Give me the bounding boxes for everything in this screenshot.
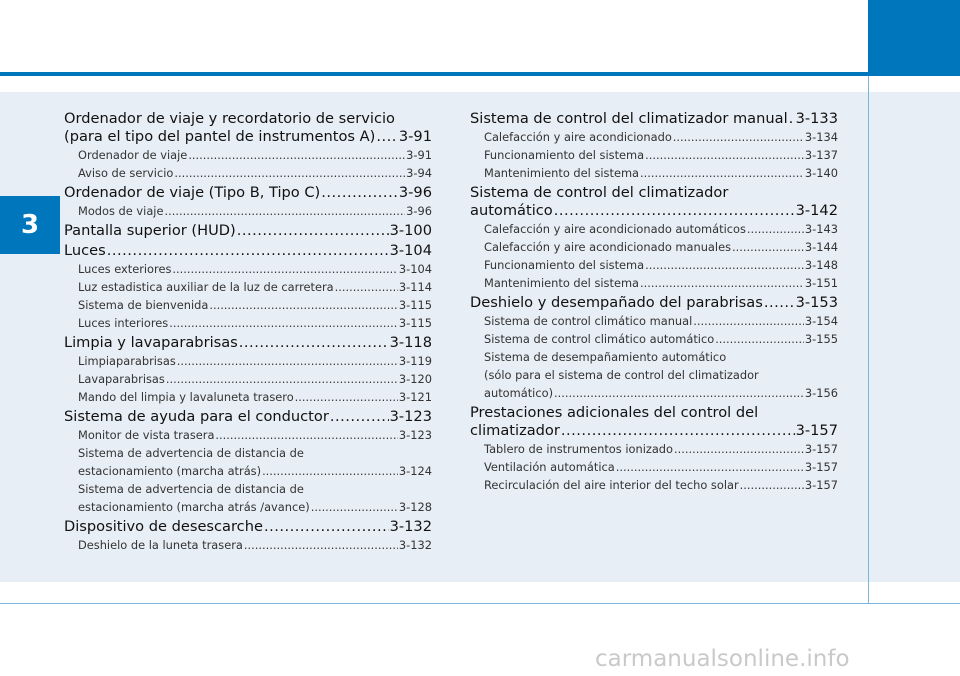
page-number: 3-124 xyxy=(398,464,432,478)
bottom-rule xyxy=(0,603,960,604)
entry-title: Luz estadistica auxiliar de la luz de carretera xyxy=(78,280,334,294)
page-number: 3-134 xyxy=(804,130,838,144)
entry-title: (para el tipo del pantel de instrumentos A) xyxy=(64,128,376,145)
entry-title: Sistema de bienvenida xyxy=(78,298,209,312)
leader-dots xyxy=(673,128,804,146)
entry-title: Sistema de control climático automático xyxy=(484,332,715,346)
entry-title: Aviso de servicio xyxy=(78,166,174,180)
page-number: 3-91 xyxy=(398,128,432,145)
leader-dots xyxy=(237,222,389,240)
toc-subentry-line[interactable]: Sistema de advertencia de distancia de xyxy=(78,446,304,460)
leader-dots xyxy=(554,202,795,220)
page-number: 3-148 xyxy=(804,258,838,272)
top-rule xyxy=(0,72,868,76)
page-number: 3-118 xyxy=(389,334,432,351)
toc-heading[interactable] xyxy=(64,408,432,426)
entry-title: Tablero de instrumentos ionizado xyxy=(484,442,674,456)
page-number: 3-100 xyxy=(389,222,432,239)
entry-title: Pantalla superior (HUD) xyxy=(64,222,236,239)
leader-dots xyxy=(789,110,795,128)
toc-subentry[interactable] xyxy=(470,220,838,238)
toc-subentry[interactable] xyxy=(64,536,432,554)
toc-subentry-line[interactable]: Sistema de desempañamiento automático xyxy=(484,350,727,364)
page-number: 3-155 xyxy=(804,332,838,346)
page-number: 3-104 xyxy=(398,262,432,276)
page-number: 3-115 xyxy=(398,316,432,330)
right-divider xyxy=(868,76,869,604)
leader-dots xyxy=(174,164,405,182)
toc-heading[interactable] xyxy=(64,184,432,202)
toc-subentry[interactable] xyxy=(470,164,838,182)
toc-subentry[interactable] xyxy=(64,370,432,388)
toc-right-column xyxy=(470,110,838,494)
page-number: 3-91 xyxy=(406,148,432,162)
leader-dots xyxy=(262,462,398,480)
entry-title: estacionamiento (marcha atrás /avance) xyxy=(78,500,310,514)
toc-heading-line[interactable]: Sistema de control del climatizador xyxy=(470,184,729,201)
toc-subentry[interactable] xyxy=(470,238,838,256)
page-number: 3-157 xyxy=(795,422,838,439)
leader-dots xyxy=(376,128,398,146)
leader-dots xyxy=(764,294,795,312)
entry-title: climatizador xyxy=(470,422,560,439)
toc-subentry[interactable] xyxy=(64,352,432,370)
toc-subentry[interactable] xyxy=(470,440,838,458)
toc-heading[interactable] xyxy=(64,518,432,536)
page-number: 3-143 xyxy=(804,222,838,236)
entry-title: automático) xyxy=(484,386,554,400)
leader-dots xyxy=(640,164,804,182)
toc-heading[interactable] xyxy=(64,222,432,240)
leader-dots xyxy=(239,334,389,352)
toc-heading[interactable] xyxy=(470,422,838,440)
entry-title: Monitor de vista trasera xyxy=(78,428,215,442)
toc-subentry[interactable] xyxy=(64,426,432,444)
leader-dots xyxy=(674,440,804,458)
page-number: 3-156 xyxy=(804,386,838,400)
entry-title: Dispositivo de desescarche xyxy=(64,518,263,535)
toc-heading-line[interactable]: Ordenador de viaje y recordatorio de servicio xyxy=(64,110,395,127)
page-number: 3-123 xyxy=(389,408,432,425)
toc-subentry[interactable] xyxy=(64,388,432,406)
entry-title: Ordenador de viaje xyxy=(78,148,188,162)
page-number: 3-144 xyxy=(804,240,838,254)
leader-dots xyxy=(166,370,398,388)
entry-title: Calefacción y aire acondicionado manuales xyxy=(484,240,732,254)
leader-dots xyxy=(172,260,397,278)
entry-title: automático xyxy=(470,202,553,219)
toc-subentry[interactable] xyxy=(470,274,838,292)
leader-dots xyxy=(554,384,804,402)
toc-subentry[interactable] xyxy=(64,296,432,314)
leader-dots xyxy=(715,330,804,348)
entry-title: Sistema de ayuda para el conductor xyxy=(64,408,329,425)
toc-subentry[interactable] xyxy=(470,384,838,402)
toc-subentry[interactable] xyxy=(470,146,838,164)
toc-left-column xyxy=(64,110,432,554)
toc-heading[interactable] xyxy=(470,294,838,312)
toc-subentry[interactable] xyxy=(64,278,432,296)
entry-title: Ventilación automática xyxy=(484,460,615,474)
leader-dots xyxy=(561,422,795,440)
toc-subentry[interactable] xyxy=(470,458,838,476)
toc-subentry[interactable] xyxy=(64,498,432,516)
page-number: 3-132 xyxy=(389,518,432,535)
toc-subentry[interactable] xyxy=(64,202,432,220)
toc-heading[interactable] xyxy=(64,128,432,146)
toc-subentry[interactable] xyxy=(470,476,838,494)
entry-title: Deshielo y desempañado del parabrisas xyxy=(470,294,763,311)
page-number: 3-120 xyxy=(398,372,432,386)
toc-subentry[interactable] xyxy=(64,314,432,332)
leader-dots xyxy=(640,274,804,292)
page-number: 3-140 xyxy=(804,166,838,180)
toc-subentry[interactable] xyxy=(64,260,432,278)
entry-title: Calefacción y aire acondicionado xyxy=(484,130,672,144)
watermark: carmanualsonline.info xyxy=(595,646,850,672)
leader-dots xyxy=(164,202,405,220)
entry-title: Deshielo de la luneta trasera xyxy=(78,538,243,552)
page-number: 3-157 xyxy=(804,478,838,492)
entry-title: Calefacción y aire acondicionado automáticos xyxy=(484,222,746,236)
page-number: 3-121 xyxy=(398,390,432,404)
toc-subentry-line[interactable]: (sólo para el sistema de control del climatizador xyxy=(484,368,759,382)
leader-dots xyxy=(321,184,398,202)
toc-subentry[interactable] xyxy=(64,146,432,164)
entry-title: Funcionamiento del sistema xyxy=(484,148,645,162)
toc-heading[interactable] xyxy=(64,242,432,260)
page-number: 3-128 xyxy=(398,500,432,514)
entry-title: Funcionamiento del sistema xyxy=(484,258,645,272)
leader-dots xyxy=(209,296,398,314)
leader-dots xyxy=(215,426,397,444)
entry-title: Lavaparabrisas xyxy=(78,372,165,386)
leader-dots xyxy=(295,388,398,406)
entry-title: Luces exteriores xyxy=(78,262,172,276)
toc-heading-line[interactable]: Prestaciones adicionales del control del xyxy=(470,404,759,421)
page-number: 3-123 xyxy=(398,428,432,442)
toc-heading[interactable] xyxy=(64,334,432,352)
page-number: 3-115 xyxy=(398,298,432,312)
leader-dots xyxy=(645,256,804,274)
page-number: 3-142 xyxy=(795,202,838,219)
page-number: 3-94 xyxy=(406,166,432,180)
entry-title: Mando del limpia y lavaluneta trasero xyxy=(78,390,294,404)
entry-title: Mantenimiento del sistema xyxy=(484,166,640,180)
leader-dots xyxy=(188,146,405,164)
entry-title: Limpiaparabrisas xyxy=(78,354,176,368)
page-number: 3-153 xyxy=(795,294,838,311)
entry-title: Mantenimiento del sistema xyxy=(484,276,640,290)
entry-title: Sistema de control climático manual xyxy=(484,314,693,328)
entry-title: Luces xyxy=(64,242,106,259)
page-number: 3-119 xyxy=(398,354,432,368)
page-number: 3-114 xyxy=(398,280,432,294)
chapter-corner-tab xyxy=(868,0,960,76)
toc-subentry[interactable] xyxy=(470,312,838,330)
leader-dots xyxy=(169,314,398,332)
leader-dots xyxy=(740,476,804,494)
page-number: 3-137 xyxy=(804,148,838,162)
entry-title: Limpia y lavaparabrisas xyxy=(64,334,238,351)
page-number: 3-96 xyxy=(398,184,432,201)
leader-dots xyxy=(616,458,804,476)
toc-subentry[interactable] xyxy=(470,256,838,274)
entry-title: Ordenador de viaje (Tipo B, Tipo C) xyxy=(64,184,321,201)
entry-title: estacionamiento (marcha atrás) xyxy=(78,464,262,478)
page-number: 3-132 xyxy=(398,538,432,552)
chapter-number-tab[interactable] xyxy=(0,196,60,254)
entry-title: Recirculación del aire interior del techo solar xyxy=(484,478,739,492)
leader-dots xyxy=(244,536,398,554)
toc-heading[interactable] xyxy=(470,110,838,128)
page-number: 3-133 xyxy=(795,110,838,127)
toc-subentry[interactable] xyxy=(64,164,432,182)
page-number: 3-154 xyxy=(804,314,838,328)
leader-dots xyxy=(264,518,389,536)
leader-dots xyxy=(107,242,389,260)
page-number: 3-96 xyxy=(406,204,432,218)
leader-dots xyxy=(645,146,804,164)
leader-dots xyxy=(311,498,398,516)
toc-subentry-line[interactable]: Sistema de advertencia de distancia de xyxy=(78,482,304,496)
chapter-number: 3 xyxy=(20,210,40,240)
entry-title: Sistema de control del climatizador manual xyxy=(470,110,788,127)
page-number: 3-157 xyxy=(804,460,838,474)
page-number: 3-151 xyxy=(804,276,838,290)
leader-dots xyxy=(747,220,804,238)
toc-subentry[interactable] xyxy=(64,462,432,480)
leader-dots xyxy=(177,352,398,370)
entry-title: Modos de viaje xyxy=(78,204,164,218)
leader-dots xyxy=(732,238,804,256)
toc-subentry[interactable] xyxy=(470,330,838,348)
toc-heading[interactable] xyxy=(470,202,838,220)
leader-dots xyxy=(693,312,804,330)
leader-dots xyxy=(330,408,389,426)
page-number: 3-157 xyxy=(804,442,838,456)
toc-subentry[interactable] xyxy=(470,128,838,146)
entry-title: Luces interiores xyxy=(78,316,169,330)
page-number: 3-104 xyxy=(389,242,432,259)
leader-dots xyxy=(335,278,398,296)
